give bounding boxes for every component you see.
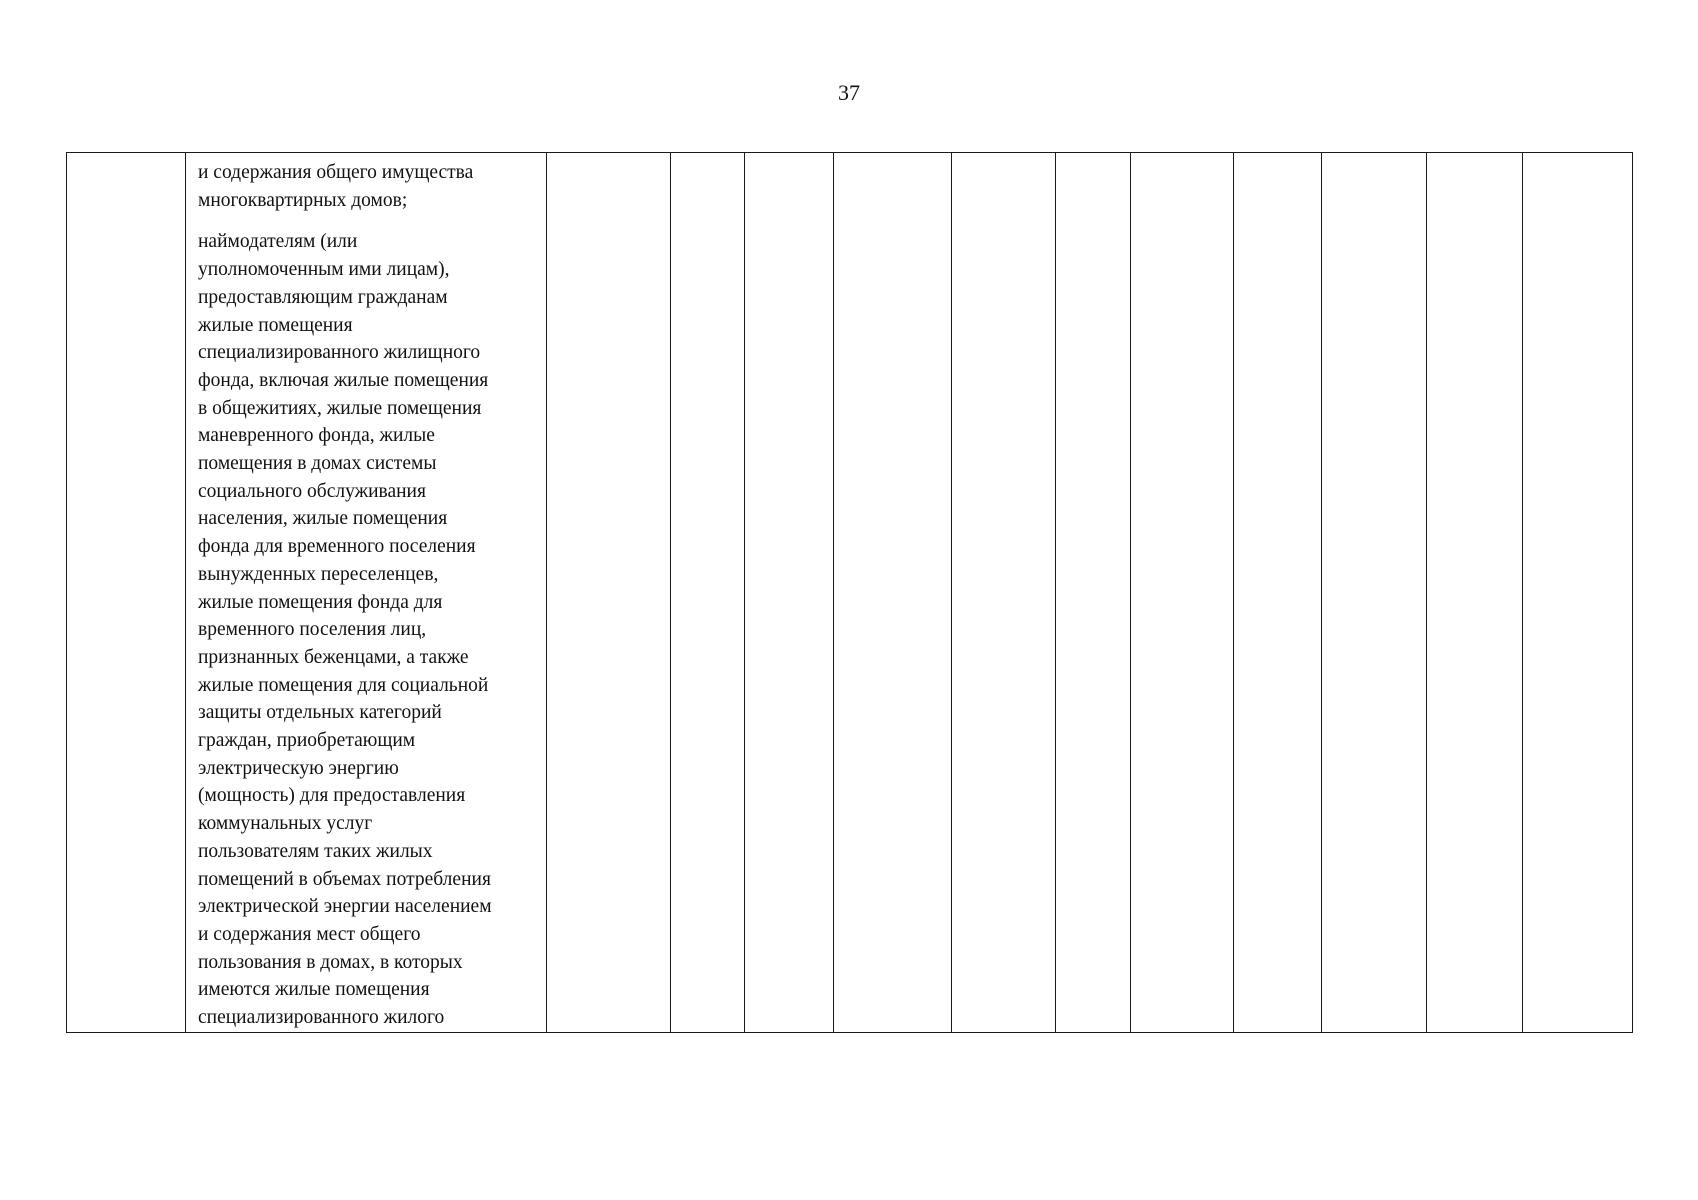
empty-cell <box>952 153 1056 1033</box>
text-line: электрическую энергию <box>198 757 399 779</box>
text-line: фонда, включая жилые помещения <box>198 369 489 391</box>
text-line: вынужденных переселенцев, <box>198 563 439 585</box>
empty-cell <box>1427 153 1523 1033</box>
empty-cell <box>1234 153 1322 1033</box>
text-line: социального обслуживания <box>198 480 426 502</box>
empty-cell <box>745 153 834 1033</box>
consumer-category-cell <box>186 153 547 1033</box>
row-number-cell <box>67 153 186 1033</box>
text-line: временного поселения лиц, <box>198 619 427 641</box>
text-line: помещения в домах системы <box>198 453 437 475</box>
text-line: коммунальных услуг <box>198 813 373 835</box>
empty-cell <box>1056 153 1131 1033</box>
text-line: пользования в домах, в которых <box>198 951 463 973</box>
empty-cell <box>1322 153 1427 1033</box>
text-line: и содержания мест общего <box>198 923 421 945</box>
text-line: граждан, приобретающим <box>198 730 416 752</box>
table-row <box>67 153 1633 1033</box>
text-line: электрической энергии населением <box>198 896 492 918</box>
tariff-table <box>66 152 1633 1033</box>
text-line: и содержания общего имущества <box>198 162 474 183</box>
text-line: помещений в объемах потребления <box>198 868 491 890</box>
text-line: жилые помещения фонда для <box>198 591 443 613</box>
text-line: фонда для временного поселения <box>198 536 476 558</box>
text-line: защиты отдельных категорий <box>198 702 442 724</box>
text-line: жилые помещения для социальной <box>198 674 489 696</box>
text-line: признанных беженцами, а также <box>198 646 469 668</box>
empty-cell <box>547 153 671 1033</box>
text-line: многоквартирных домов; <box>198 189 408 211</box>
text-line: жилые помещения <box>198 314 353 336</box>
text-line: маневренного фонда, жилые <box>198 425 435 447</box>
text-line: пользователям таких жилых <box>198 840 433 862</box>
empty-cell <box>834 153 952 1033</box>
empty-cell <box>1131 153 1234 1033</box>
text-line: населения, жилые помещения <box>198 508 448 530</box>
text-line: специализированного жилищного <box>198 342 481 364</box>
text-line: предоставляющим гражданам <box>198 286 448 308</box>
paragraph-landlords <box>198 228 538 1031</box>
text-line: в общежитиях, жилые помещения <box>198 397 482 419</box>
text-line: уполномоченным ими лицам), <box>198 259 450 281</box>
empty-cell <box>1523 153 1633 1033</box>
page-number: 37 <box>838 80 860 105</box>
text-line: имеются жилые помещения <box>198 979 430 1001</box>
empty-cell <box>671 153 745 1033</box>
text-line: наймодателям (или <box>198 231 358 253</box>
text-line: (мощность) для предоставления <box>198 785 466 807</box>
text-line: специализированного жилого <box>198 1007 445 1029</box>
paragraph-common-property <box>198 159 538 214</box>
